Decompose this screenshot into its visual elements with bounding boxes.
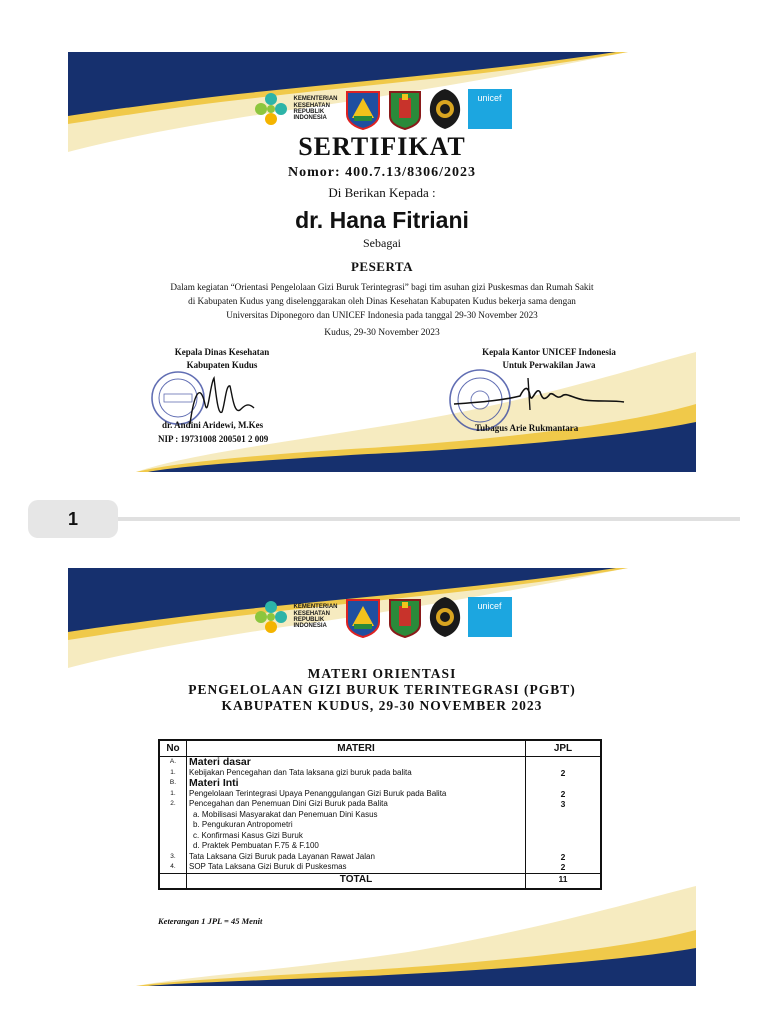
kudus-emblem-icon [388, 88, 422, 130]
table-row [159, 852, 601, 863]
materi-heading-line: PENGELOLAAN GIZI BURUK TERINTEGRASI (PGBT) [188, 682, 576, 697]
table-row [159, 799, 601, 810]
row-jpl: 2 [526, 789, 602, 800]
materi-table-body [159, 757, 601, 874]
undip-emblem-icon [428, 88, 462, 130]
ministry-line: KEMENTERIAN [293, 96, 338, 103]
total-row [159, 873, 601, 889]
left-signer-title-line: Kabupaten Kudus [186, 360, 258, 370]
ministry-line: REPUBLIK [293, 109, 325, 115]
row-jpl [526, 841, 602, 852]
header-materi: MATERI [187, 740, 526, 757]
total-label: TOTAL [187, 873, 526, 889]
right-signer-title-line: Kepala Kantor UNICEF Indonesia [482, 347, 616, 357]
section-title: Materi Inti [187, 778, 526, 789]
table-row [159, 862, 601, 873]
page-number: 1 [68, 509, 79, 529]
table-row [159, 789, 601, 800]
row-number: A. [159, 757, 187, 768]
table-row [159, 820, 601, 831]
section-title: Materi dasar [187, 757, 526, 768]
materi-heading [68, 666, 696, 714]
ministry-line: KESEHATAN [293, 610, 330, 617]
row-jpl [526, 757, 602, 768]
kemenkes-logo [252, 598, 337, 636]
table-row [159, 831, 601, 842]
ministry-line: INDONESIA [293, 115, 327, 122]
row-jpl [526, 831, 602, 842]
header-no: No [159, 740, 187, 757]
unicef-label: unicef [477, 93, 502, 103]
row-number [159, 820, 187, 831]
row-jpl [526, 810, 602, 821]
certificate-title: SERTIFIKAT [298, 132, 466, 161]
table-row [159, 757, 601, 768]
partner-logos [68, 88, 696, 130]
materi-item: SOP Tata Laksana Gizi Buruk di Puskesmas [187, 862, 526, 873]
table-row [159, 810, 601, 821]
row-jpl: 2 [526, 768, 602, 779]
row-number: 2. [159, 799, 187, 810]
row-number [159, 831, 187, 842]
right-signer-name: Tubagus Arie Rukmantara [475, 423, 579, 433]
description-line: Dalam kegiatan “Orientasi Pengelolaan Gizi Buruk Terintegrasi” bagi tim asuhan gizi Puskesmas dan Rumah Sakit [170, 282, 594, 292]
row-number [159, 810, 187, 821]
description-line: Universitas Diponegoro dan UNICEF Indonesia pada tanggal 29-30 November 2023 [226, 310, 538, 320]
materi-item: Pengelolaan Terintegrasi Upaya Penanggulangan Gizi Buruk pada Balita [187, 789, 526, 800]
central-java-emblem-icon [344, 88, 382, 130]
materi-item: b. Pengukuran Antropometri [187, 820, 526, 831]
unicef-logo [468, 89, 512, 129]
row-jpl: 2 [526, 862, 602, 873]
materi-item: Kebijakan Pencegahan dan Tata laksana gizi buruk pada balita [187, 768, 526, 779]
left-signer-title-line: Kepala Dinas Kesehatan [174, 347, 270, 357]
kudus-emblem-icon [388, 596, 422, 638]
left-signer-name: dr. Andini Aridewi, M.Kes [162, 420, 264, 430]
row-number [159, 841, 187, 852]
materi-item: c. Konfirmasi Kasus Gizi Buruk [187, 831, 526, 842]
materi-heading-line: MATERI ORIENTASI [307, 666, 457, 681]
place-date: Kudus, 29-30 November 2023 [324, 328, 440, 338]
given-to-label: Di Berikan Kepada : [328, 185, 436, 200]
total-value: 11 [526, 873, 602, 889]
table-row [159, 841, 601, 852]
kemenkes-emblem-icon [252, 90, 290, 128]
row-number: 1. [159, 789, 187, 800]
ministry-line: KESEHATAN [293, 102, 330, 109]
row-number: 1. [159, 768, 187, 779]
materi-item: Pencegahan dan Penemuan Dini Gizi Buruk pada Balita [187, 799, 526, 810]
recipient-name: dr. Hana Fitriani [295, 207, 469, 233]
left-signer-nip: NIP : 19731008 200501 2 009 [158, 434, 269, 444]
certificate-description [68, 280, 696, 322]
materi-item: Tata Laksana Gizi Buruk pada Layanan Rawat Jalan [187, 852, 526, 863]
ministry-line: INDONESIA [293, 623, 327, 630]
participant-role: PESERTA [350, 259, 414, 274]
materi-table [158, 739, 602, 890]
as-label: Sebagai [363, 236, 401, 250]
central-java-emblem-icon [344, 596, 382, 638]
page-number-tab[interactable] [28, 500, 118, 538]
kemenkes-logo [252, 90, 337, 128]
materi-item: d. Praktek Pembuatan F.75 & F.100 [187, 841, 526, 852]
materi-item: a. Mobilisasi Masyarakat dan Penemuan Dini Kasus [187, 810, 526, 821]
table-row [159, 778, 601, 789]
row-jpl [526, 820, 602, 831]
unicef-label: unicef [477, 601, 502, 611]
ministry-line: KEMENTERIAN [293, 604, 338, 611]
page-divider [118, 517, 740, 521]
certificate-page [68, 52, 696, 472]
table-header-row [159, 740, 601, 757]
materi-page [68, 568, 696, 986]
kemenkes-emblem-icon [252, 598, 290, 636]
row-jpl: 3 [526, 799, 602, 810]
description-line: di Kabupaten Kudus yang diselenggarakan oleh Dinas Kesehatan Kabupaten Kudus bekerja sama dengan [188, 296, 576, 306]
row-number: 4. [159, 862, 187, 873]
row-number: 3. [159, 852, 187, 863]
jpl-note: Keterangan 1 JPL = 45 Menit [158, 916, 263, 926]
row-jpl [526, 778, 602, 789]
materi-heading-line: KABUPATEN KUDUS, 29-30 NOVEMBER 2023 [221, 698, 543, 713]
undip-emblem-icon [428, 596, 462, 638]
unicef-logo [468, 597, 512, 637]
right-signer-title-line: Untuk Perwakilan Jawa [502, 360, 596, 370]
ministry-line: REPUBLIK [293, 617, 325, 623]
row-number: B. [159, 778, 187, 789]
header-jpl: JPL [526, 740, 602, 757]
partner-logos [68, 596, 696, 638]
certificate-number: Nomor: 400.7.13/8306/2023 [288, 165, 476, 180]
row-jpl: 2 [526, 852, 602, 863]
